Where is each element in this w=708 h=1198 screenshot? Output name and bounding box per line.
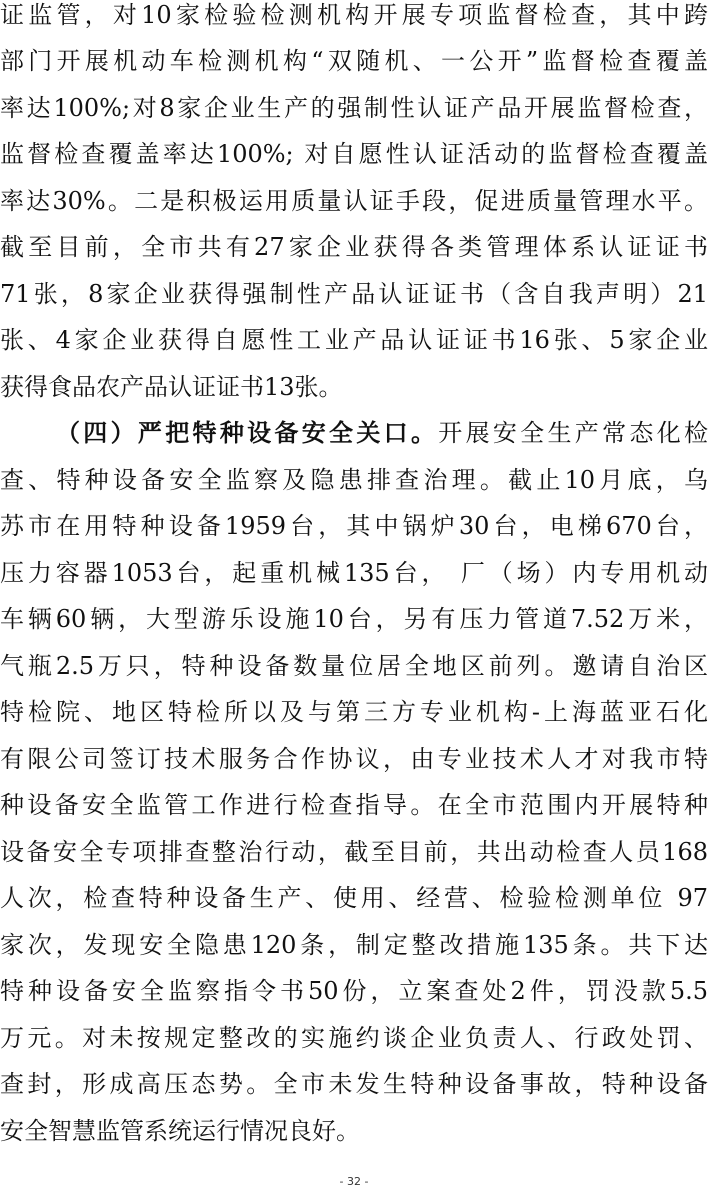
text-line: 截至目前，全市共有27家企业获得各类管理体系认证证书	[0, 233, 708, 261]
text-line: 71张，8家企业获得强制性产品认证证书（含自我声明）21	[0, 280, 708, 308]
text-line: 气瓶2.5万只，特种设备数量位居全地区前列。邀请自治区	[0, 652, 708, 680]
text-line: 获得食品农产品认证证书13张。	[0, 373, 343, 401]
text-line: 率达30%。二是积极运用质量认证手段，促进质量管理水平。	[0, 187, 708, 215]
text-line: 有限公司签订技术服务合作协议，由专业技术人才对我市特	[0, 745, 708, 773]
text-line: 设备安全专项排查整治行动，截至目前，共出动检查人员168	[0, 838, 708, 866]
text-line: 苏市在用特种设备1959台，其中锅炉30台，电梯670台，	[0, 512, 708, 540]
text-line	[56, 414, 708, 452]
text-line: 监督检查覆盖率达100%; 对自愿性认证活动的监督检查覆盖	[0, 140, 708, 168]
text-line: 特检院、地区特检所以及与第三方专业机构-上海蓝亚石化	[0, 698, 708, 726]
text-line: 压力容器1053台，起重机械135台， 厂（场）内专用机动	[0, 559, 708, 587]
section-heading: （四）严把特种设备安全关口。	[56, 418, 439, 447]
section-heading-continuation: 开展安全生产常态化检	[438, 419, 708, 447]
text-line: 特种设备安全监察指令书50份，立案查处2件，罚没款5.5	[0, 977, 708, 1005]
text-line: 车辆60辆，大型游乐设施10台，另有压力管道7.52万米，	[0, 605, 708, 633]
text-line: 种设备安全监管工作进行检查指导。在全市范围内开展特种	[0, 791, 708, 819]
text-line: 家次，发现安全隐患120条，制定整改措施135条。共下达	[0, 931, 708, 959]
text-line: 人次，检查特种设备生产、使用、经营、检验检测单位 97	[0, 884, 708, 912]
text-line: 查封，形成高压态势。全市未发生特种设备事故，特种设备	[0, 1070, 708, 1098]
text-line: 率达100%;对8家企业生产的强制性认证产品开展监督检查，	[0, 94, 708, 122]
text-line: 部门开展机动车检测机构“双随机、一公开”监督检查覆盖	[0, 47, 708, 75]
text-line: 张、4家企业获得自愿性工业产品认证证书16张、5家企业	[0, 326, 708, 354]
text-line: 万元。对未按规定整改的实施约谈企业负责人、行政处罚、	[0, 1024, 708, 1052]
page-number: - 32 -	[339, 1175, 369, 1188]
text-line: 安全智慧监管系统运行情况良好。	[0, 1117, 360, 1145]
text-line: 证监管，对10家检验检测机构开展专项监督检查，其中跨	[0, 1, 708, 29]
text-line: 查、特种设备安全监察及隐患排查治理。截止10月底，乌	[0, 466, 708, 494]
